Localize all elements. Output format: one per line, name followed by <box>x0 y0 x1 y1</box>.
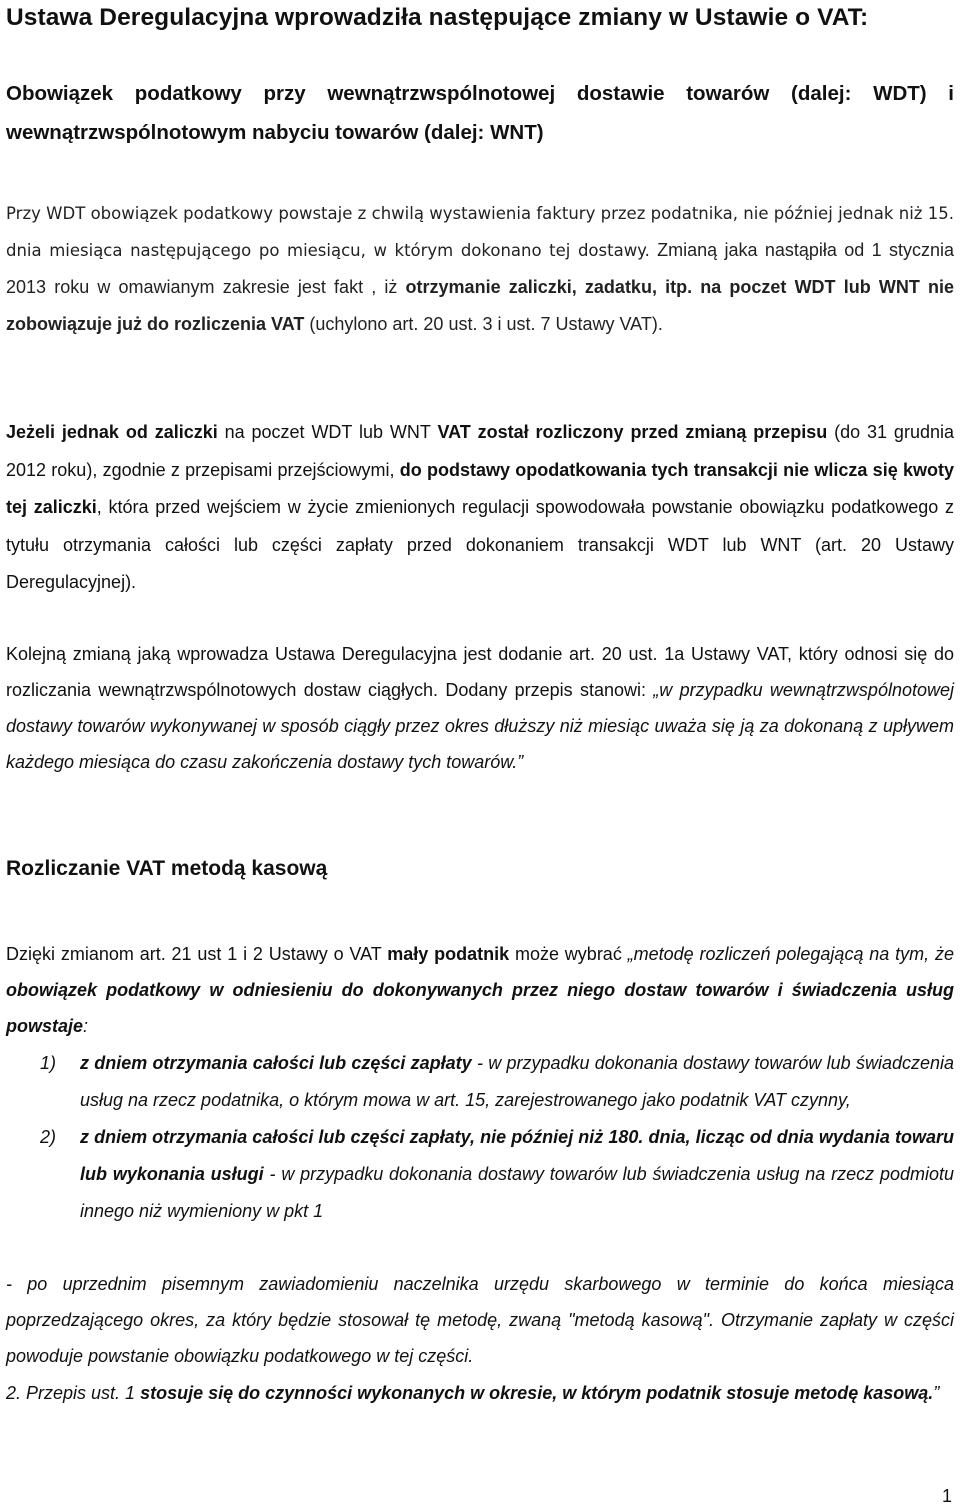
paragraph-bold-italic-text: stosuje się do czynności wykonanych w okresie, w którym podatnik stosuje metodę kasową. <box>140 1383 934 1403</box>
paragraph-bold-text: otrzymanie zaliczki, zadatku, itp. na poczet WDT lub WNT nie zobowiązuje już do rozliczenia VAT <box>6 277 954 334</box>
paragraph-text: Dzięki zmianom art. 21 ust 1 i 2 Ustawy o VAT <box>6 944 388 964</box>
list-item-number: 1) <box>40 1053 57 1073</box>
list-item-bold-text: z dniem otrzymania całości lub części zapłaty <box>80 1053 472 1073</box>
paragraph-advance-payment <box>6 414 954 602</box>
paragraph-text: (uchylono art. 20 ust. 3 i ust. 7 Ustawy VAT). <box>304 314 663 334</box>
cash-method-list <box>6 1045 954 1230</box>
paragraph-bold-text: Jeżeli jednak od zaliczki <box>6 422 218 442</box>
paragraph-bold-text: VAT został rozliczony przed zmianą przepisu <box>437 422 828 442</box>
document-title: Ustawa Deregulacyjna wprowadziła następujące zmiany w Ustawie o VAT: <box>6 4 869 31</box>
paragraph-wdt-obligation <box>6 196 954 343</box>
section-heading-wdt-wnt <box>6 74 954 152</box>
paragraph-cash-method <box>6 936 954 1044</box>
section-heading-text: Obowiązek podatkowy przy wewnątrzwspólnotowej dostawie towarów (dalej: WDT) i wewnątrzwspólnotowym nabyciu towarów (dalej: WNT) <box>6 82 954 144</box>
paragraph-quote-text: „w przypadku wewnątrzwspólnotowej dostawy towarów wykonywanej w sposób ciągły przez okres dłuższy niż miesiąc uważa się ją za dokonaną z upływem każdego miesiąca do czasu zakończenia dostawy tych towarów.” <box>6 680 954 772</box>
paragraph-text: 2. Przepis ust. 1 <box>6 1383 141 1403</box>
paragraph-bold-text: do podstawy opodatkowania tych transakcji nie wlicza się kwoty tej zaliczki <box>6 459 954 517</box>
page-number: 1 <box>941 1486 952 1506</box>
paragraph-notification: - po uprzednim pisemnym zawiadomieniu naczelnika urzędu skarbowego w terminie do końca miesiąca poprzedzającego okres, za który będzie stosował tę metodę, zwaną "metodą kasową". Otrzymanie zapłaty w części powoduje powstanie obowiązku podatkowego w tej części. <box>6 1274 954 1366</box>
paragraph-quote-text: ” <box>933 1383 940 1403</box>
paragraph-bold-italic-text: obowiązek podatkowy w odniesieniu do dokonywanych przez niego dostaw towarów i świadczenia usług powstaje <box>6 980 954 1036</box>
paragraph-quote-text: „metodę rozliczeń polegającą na tym, że <box>627 944 954 964</box>
list-item <box>6 1045 954 1119</box>
paragraph-text: Zmianą jaka nastąpiła od 1 stycznia 2013 roku w omawianym zakresie jest fakt , iż <box>6 240 954 297</box>
paragraph-text: Przy WDT obowiązek podatkowy powstaje z chwilą wystawienia faktury przez podatnika, nie później jednak niż 15. dnia miesiąca następującego po miesiącu, w którym dokonano tej dostawy. <box>6 204 954 260</box>
list-item <box>6 1119 954 1230</box>
paragraph-bold-text: mały podatnik <box>387 944 510 964</box>
list-item-bold-text: z dniem otrzymania całości lub części zapłaty, nie później niż 180. dnia, licząc od dnia wydania towaru lub wykonania usługi <box>80 1127 954 1184</box>
paragraph-provision-2 <box>6 1375 954 1411</box>
paragraph-text: (do 31 grudnia 2012 roku), zgodnie z przepisami przejściowymi, <box>6 422 954 480</box>
list-item-text: - w przypadku dokonania dostawy towarów lub świadczenia usług na rzecz podmiotu innego niż wymieniony w pkt 1 <box>80 1164 954 1221</box>
paragraph-text: , która przed wejściem w życie zmienionych regulacji spowodowała powstanie obowiązku podatkowego z tytułu otrzymania całości lub części zapłaty przed dokonaniem transakcji WDT lub WNT (art. 20 Ustawy Deregulacyjnej). <box>6 497 954 592</box>
list-item-number: 2) <box>40 1127 57 1147</box>
list-item-text: - w przypadku dokonania dostawy towarów lub świadczenia usług na rzecz podatnika, o którym mowa w art. 15, zarejestrowanego jako podatnik VAT czynny, <box>80 1053 954 1110</box>
paragraph-text: może wybrać <box>509 944 628 964</box>
paragraph-quote-text: : <box>83 1016 89 1036</box>
paragraph-text: na poczet WDT lub WNT <box>217 422 438 442</box>
paragraph-text: Kolejną zmianą jaką wprowadza Ustawa Deregulacyjna jest dodanie art. 20 ust. 1a Ustawy VAT, który odnosi się do rozliczania wewnątrzwspólnotowych dostaw ciągłych. Dodany przepis stanowi: <box>6 644 954 700</box>
section-heading-cash-method: Rozliczanie VAT metodą kasową <box>6 857 328 880</box>
paragraph-continuous-supply <box>6 636 954 780</box>
